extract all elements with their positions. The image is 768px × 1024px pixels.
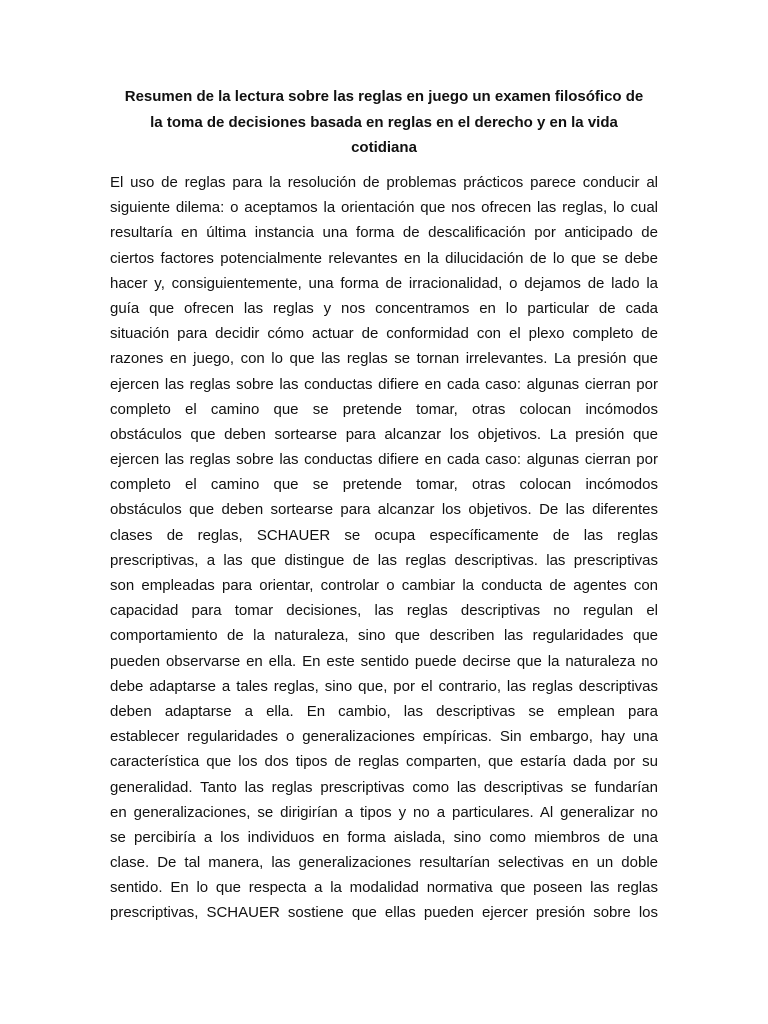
body-line: prescriptivas, a las que distingue de las reglas descriptivas. las prescriptivas xyxy=(110,551,658,569)
body-line: situación para decidir cómo actuar de conformidad con el plexo completo de xyxy=(110,325,658,343)
body-line: debe adaptarse a tales reglas, sino que, por el contrario, las reglas descriptivas xyxy=(110,677,658,695)
body-line: hacer y, consiguientemente, una forma de irracionalidad, o dejamos de lado la xyxy=(110,274,658,292)
body-line: generalidad. Tanto las reglas prescriptivas como las descriptivas se fundarían xyxy=(110,778,658,796)
body-line: ejercen las reglas sobre las conductas difiere en cada caso: algunas cierran por xyxy=(110,375,658,393)
body-line: completo el camino que se pretende tomar, otras colocan incómodos xyxy=(110,476,658,494)
title-line: la toma de decisiones basada en reglas en el derecho y en la vida xyxy=(150,113,618,131)
title-line: cotidiana xyxy=(351,139,417,156)
body-line: pueden observarse en ella. En este sentido puede decirse que la naturaleza no xyxy=(110,652,658,670)
body-line: ejercen las reglas sobre las conductas difiere en cada caso: algunas cierran por xyxy=(110,451,658,469)
body-line: El uso de reglas para la resolución de problemas prácticos parece conducir al xyxy=(110,174,658,191)
body-line: capacidad para tomar decisiones, las reglas descriptivas no regulan el xyxy=(110,602,658,620)
body-line: comportamiento de la naturaleza, sino que describen las regularidades que xyxy=(110,627,658,645)
body-line: razones en juego, con lo que las reglas se tornan irrelevantes. La presión que xyxy=(110,350,658,368)
body-line: ciertos factores potencialmente relevantes en la dilucidación de lo que se debe xyxy=(110,249,658,267)
body-line: clase. De tal manera, las generalizaciones resultarían selectivas en un doble xyxy=(110,854,658,872)
document-title xyxy=(110,84,658,161)
body-line: obstáculos que deben sortearse para alcanzar los objetivos. La presión que xyxy=(110,425,658,443)
body-line: clases de reglas, SCHAUER se ocupa específicamente de las reglas xyxy=(110,526,658,544)
body-line: guía que ofrecen las reglas y nos concentramos en lo particular de cada xyxy=(110,299,658,317)
body-line: resultaría en última instancia una forma de descalificación por anticipado de xyxy=(110,224,658,242)
body-line: completo el camino que se pretende tomar, otras colocan incómodos xyxy=(110,400,658,418)
body-line: sentido. En lo que respecta a la modalidad normativa que poseen las reglas xyxy=(110,879,658,897)
body-line: obstáculos que deben sortearse para alcanzar los objetivos. De las diferentes xyxy=(110,501,658,519)
body-line: deben adaptarse a ella. En cambio, las descriptivas se emplean para xyxy=(110,702,658,720)
body-line: son empleadas para orientar, controlar o cambiar la conducta de agentes con xyxy=(110,577,658,594)
body-line: en generalizaciones, se dirigirían a tipos y no a particulares. Al generalizar no xyxy=(110,803,658,821)
body-line: establecer regularidades o generalizaciones empíricas. Sin embargo, hay una xyxy=(110,728,658,746)
body-paragraph xyxy=(110,170,658,926)
body-line: se percibiría a los individuos en forma aislada, sino como miembros de una xyxy=(110,828,658,846)
title-line: Resumen de la lectura sobre las reglas en juego un examen filosófico de xyxy=(124,88,644,105)
body-line: prescriptivas, SCHAUER sostiene que ellas pueden ejercer presión sobre los xyxy=(110,904,658,922)
body-line: característica que los dos tipos de reglas comparten, que estaría dada por su xyxy=(110,753,658,771)
body-line: siguiente dilema: o aceptamos la orientación que nos ofrecen las reglas, lo cual xyxy=(110,199,658,217)
